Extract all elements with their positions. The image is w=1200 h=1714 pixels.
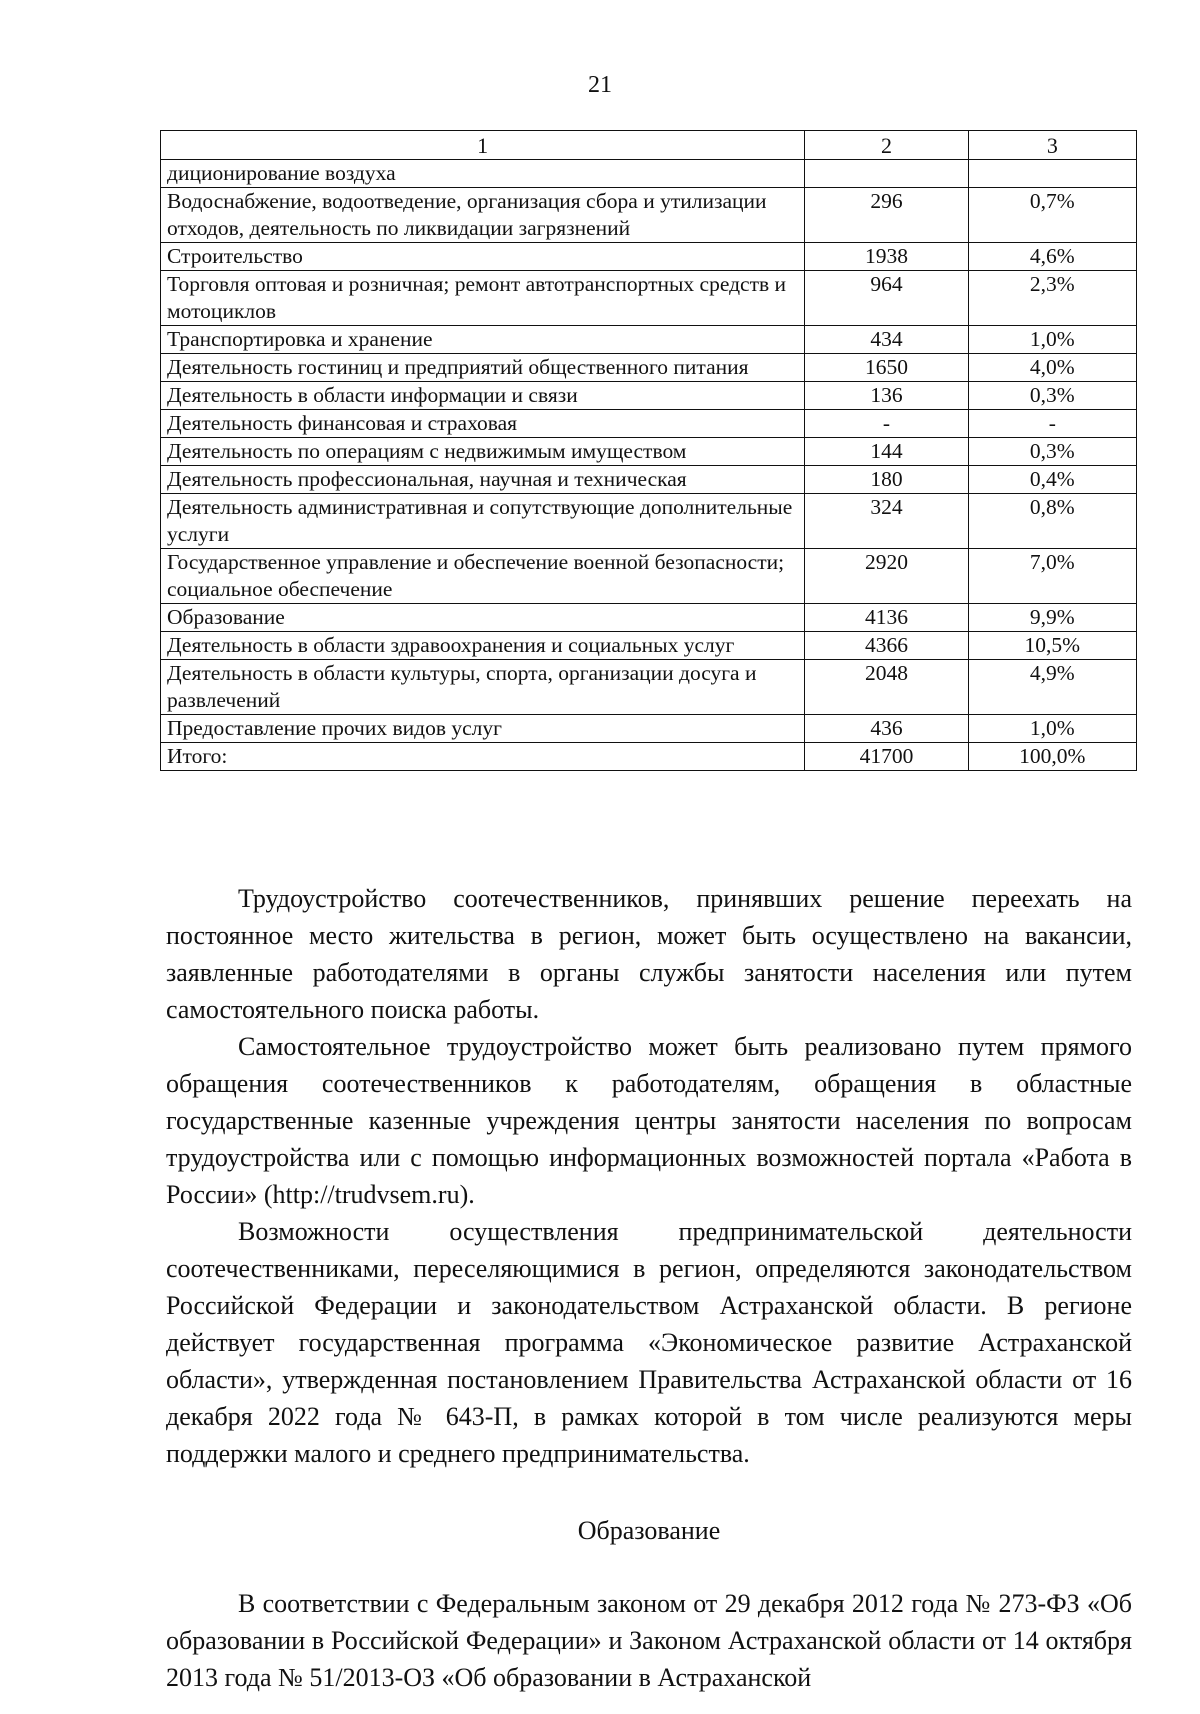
table-row — [161, 326, 1137, 354]
activity-cell: Деятельность финансовая и страховая — [161, 410, 805, 438]
activity-cell: Деятельность гостиниц и предприятий общественного питания — [161, 354, 805, 382]
table-body — [161, 160, 1137, 771]
page-number: 21 — [588, 72, 612, 98]
share-cell: 10,5% — [968, 632, 1136, 660]
count-cell: 4366 — [805, 632, 968, 660]
table-row — [161, 410, 1137, 438]
count-cell: 2048 — [805, 660, 968, 715]
share-cell: 0,7% — [968, 188, 1136, 243]
share-cell: 0,4% — [968, 466, 1136, 494]
share-cell: 4,6% — [968, 243, 1136, 271]
share-cell: 1,0% — [968, 715, 1136, 743]
activity-cell: Водоснабжение, водоотведение, организация сбора и утилизации отходов, деятельность по ликвидации загрязнений — [161, 188, 805, 243]
table-row — [161, 604, 1137, 632]
table-row — [161, 494, 1137, 549]
count-cell: - — [805, 410, 968, 438]
share-cell: 4,0% — [968, 354, 1136, 382]
activity-cell: Государственное управление и обеспечение военной безопасности; социальное обеспечение — [161, 549, 805, 604]
activity-cell: Строительство — [161, 243, 805, 271]
table-header-row — [161, 131, 1137, 160]
table-row — [161, 354, 1137, 382]
activity-cell: диционирование воздуха — [161, 160, 805, 188]
activity-cell: Деятельность в области здравоохранения и социальных услуг — [161, 632, 805, 660]
share-cell — [968, 160, 1136, 188]
share-cell: 0,3% — [968, 438, 1136, 466]
activity-cell: Итого: — [161, 743, 805, 771]
count-cell: 136 — [805, 382, 968, 410]
count-cell: 296 — [805, 188, 968, 243]
activity-cell: Деятельность в области информации и связи — [161, 382, 805, 410]
table-row — [161, 382, 1137, 410]
table-row — [161, 466, 1137, 494]
table-row — [161, 160, 1137, 188]
paragraph: Трудоустройство соотечественников, принявших решение переехать на постоянное место жительства в регион, может быть осуществлено на вакансии, заявленные работодателями в органы службы занятости населения или путем самостоятельного поиска работы. — [166, 884, 1132, 1024]
count-cell: 1650 — [805, 354, 968, 382]
count-cell: 324 — [805, 494, 968, 549]
table-row — [161, 549, 1137, 604]
count-cell: 2920 — [805, 549, 968, 604]
paragraph: Возможности осуществления предпринимательской деятельности соотечественниками, переселяющимися в регион, определяются законодательством Российской Федерации и законодательством Астраханской области. В регионе действует государственная программа «Экономическое развитие Астраханской области», утвержденная постановлением Правительства Астраханской области от 16 декабря 2022 года № 643-П, в рамках которой в том числе реализуются меры поддержки малого и среднего предпринимательства. — [166, 1217, 1132, 1468]
paragraph: Самостоятельное трудоустройство может быть реализовано путем прямого обращения соотечественников к работодателям, обращения в областные государственные казенные учреждения центры занятости населения по вопросам трудоустройства или с помощью информационных возможностей портала «Работа в России» (http://trudvsem.ru). — [166, 1032, 1132, 1209]
share-cell: 7,0% — [968, 549, 1136, 604]
column-header: 3 — [968, 131, 1136, 160]
table-row — [161, 243, 1137, 271]
count-cell: 436 — [805, 715, 968, 743]
share-cell: 0,3% — [968, 382, 1136, 410]
count-cell: 434 — [805, 326, 968, 354]
table-row — [161, 271, 1137, 326]
share-cell: - — [968, 410, 1136, 438]
column-header: 2 — [805, 131, 968, 160]
count-cell: 1938 — [805, 243, 968, 271]
table-row — [161, 632, 1137, 660]
table-row — [161, 660, 1137, 715]
body-text — [166, 880, 1132, 1696]
table-row — [161, 188, 1137, 243]
table-row — [161, 743, 1137, 771]
activity-cell: Деятельность в области культуры, спорта, организации досуга и развлечений — [161, 660, 805, 715]
activity-cell: Транспортировка и хранение — [161, 326, 805, 354]
activity-cell: Деятельность по операциям с недвижимым имуществом — [161, 438, 805, 466]
activity-cell: Торговля оптовая и розничная; ремонт автотранспортных средств и мотоциклов — [161, 271, 805, 326]
column-header: 1 — [161, 131, 805, 160]
section-heading: Образование — [577, 1516, 721, 1545]
share-cell: 2,3% — [968, 271, 1136, 326]
count-cell: 144 — [805, 438, 968, 466]
count-cell: 964 — [805, 271, 968, 326]
share-cell: 9,9% — [968, 604, 1136, 632]
activity-cell: Деятельность профессиональная, научная и техническая — [161, 466, 805, 494]
share-cell: 100,0% — [968, 743, 1136, 771]
share-cell: 4,9% — [968, 660, 1136, 715]
count-cell — [805, 160, 968, 188]
activity-cell: Предоставление прочих видов услуг — [161, 715, 805, 743]
table-row — [161, 715, 1137, 743]
share-cell: 0,8% — [968, 494, 1136, 549]
activity-cell: Деятельность административная и сопутствующие дополнительные услуги — [161, 494, 805, 549]
share-cell: 1,0% — [968, 326, 1136, 354]
employment-table — [160, 130, 1137, 771]
count-cell: 180 — [805, 466, 968, 494]
paragraph: В соответствии с Федеральным законом от 29 декабря 2012 года № 273-ФЗ «Об образовании в Российской Федерации» и Законом Астраханской области от 14 октября 2013 года № 51/2013-ОЗ «Об образовании в Астраханской — [166, 1589, 1132, 1692]
table-row — [161, 438, 1137, 466]
count-cell: 4136 — [805, 604, 968, 632]
activity-cell: Образование — [161, 604, 805, 632]
count-cell: 41700 — [805, 743, 968, 771]
